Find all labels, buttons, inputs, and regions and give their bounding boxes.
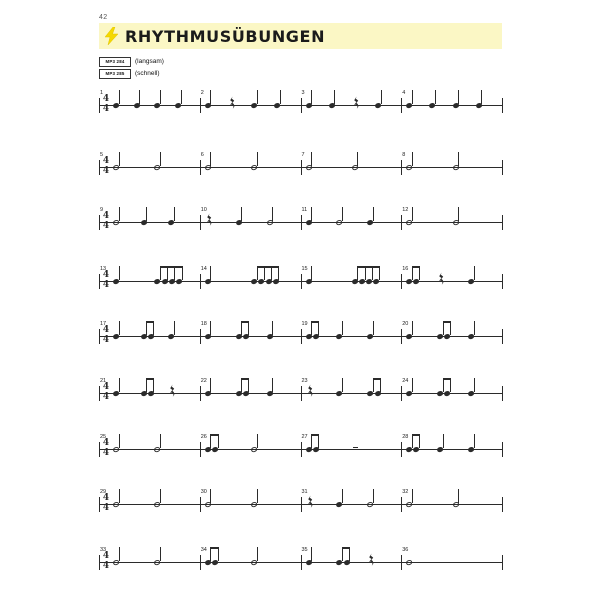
note-stem [311, 90, 312, 104]
note-stem [241, 207, 242, 221]
time-signature: 4 4 [102, 211, 110, 231]
staff-system [99, 434, 502, 460]
beam [241, 321, 249, 323]
note-stem [443, 434, 444, 448]
page-title: RHYTHMUSÜBUNGEN [125, 27, 326, 46]
note-stem [272, 321, 273, 335]
barline [200, 386, 201, 401]
measure-number: 1 [100, 90, 104, 96]
note-stem [119, 266, 120, 280]
measure-number: 11 [301, 207, 308, 213]
note-stem [278, 266, 279, 280]
note-stem [241, 321, 242, 335]
beam [210, 547, 218, 549]
measure-number: 8 [402, 152, 406, 158]
note-stem [119, 207, 120, 221]
barline [301, 497, 302, 512]
measure-number: 30 [200, 489, 207, 495]
note-stem [160, 434, 161, 448]
note-stem [458, 90, 459, 104]
note-stem [474, 378, 475, 392]
barline [502, 497, 503, 512]
time-signature: 4 4 [102, 493, 110, 513]
time-signature: 4 4 [102, 94, 110, 114]
measure-number: 36 [402, 547, 409, 553]
page-number: 42 [99, 14, 108, 21]
barline [200, 555, 201, 570]
time-signature: 4 4 [102, 382, 110, 402]
note-stem [450, 321, 451, 335]
barline [301, 160, 302, 175]
beam [311, 321, 319, 323]
note-stem [357, 266, 358, 280]
note-stem [280, 90, 281, 104]
barline [401, 555, 402, 570]
staff-system [99, 547, 502, 573]
barline [99, 555, 100, 570]
note-stem [153, 378, 154, 392]
measure-number: 4 [402, 90, 406, 96]
note-stem [365, 266, 366, 280]
measure-number: 31 [301, 489, 308, 495]
measure-number: 10 [200, 207, 207, 213]
note-stem [373, 321, 374, 335]
notehead [406, 559, 414, 566]
note-stem [271, 266, 272, 280]
note-stem [257, 266, 258, 280]
note-stem [264, 266, 265, 280]
barline [502, 160, 503, 175]
note-stem [119, 434, 120, 448]
note-stem [342, 547, 343, 561]
note-stem [272, 207, 273, 221]
measure-number: 23 [301, 378, 308, 384]
barline [502, 329, 503, 344]
measure-number: 35 [301, 547, 308, 553]
note-stem [218, 547, 219, 561]
quarter-rest [169, 384, 175, 400]
note-stem [419, 266, 420, 280]
measure-number: 3 [301, 90, 305, 96]
note-stem [334, 90, 335, 104]
barline [301, 329, 302, 344]
note-stem [373, 489, 374, 503]
barline [401, 329, 402, 344]
note-stem [458, 207, 459, 221]
barline [200, 329, 201, 344]
beam [373, 378, 381, 380]
beam [357, 266, 380, 268]
note-stem [474, 321, 475, 335]
note-stem [373, 207, 374, 221]
barline [301, 98, 302, 113]
note-stem [257, 489, 258, 503]
note-stem [146, 321, 147, 335]
note-stem [450, 378, 451, 392]
beam [160, 266, 183, 268]
barline [502, 215, 503, 230]
beam [342, 547, 350, 549]
measure-number: 33 [100, 547, 107, 553]
note-stem [412, 321, 413, 335]
quarter-rest [206, 213, 212, 229]
beam [412, 434, 420, 436]
barline [502, 386, 503, 401]
note-stem [342, 378, 343, 392]
beam [146, 321, 154, 323]
section-title-banner [99, 23, 502, 49]
note-stem [481, 90, 482, 104]
beam [241, 378, 249, 380]
barline [401, 497, 402, 512]
staff-system [99, 321, 502, 347]
audio-track-list [99, 56, 164, 80]
measure-number: 16 [402, 266, 409, 272]
measure-number: 17 [100, 321, 107, 327]
measure-number: 2 [200, 90, 204, 96]
barline [401, 215, 402, 230]
note-stem [174, 266, 175, 280]
note-stem [160, 489, 161, 503]
beam [311, 434, 319, 436]
barline [502, 442, 503, 457]
note-stem [372, 266, 373, 280]
staff-system [99, 489, 502, 515]
note-stem [160, 266, 161, 280]
measure-number: 15 [301, 266, 308, 272]
staff-system [99, 90, 502, 116]
barline [401, 442, 402, 457]
barline [301, 442, 302, 457]
note-stem [248, 378, 249, 392]
note-stem [311, 152, 312, 166]
measure-number: 26 [200, 434, 207, 440]
time-signature: 4 4 [102, 270, 110, 290]
barline [99, 98, 100, 113]
measure-number: 6 [200, 152, 204, 158]
staff-system [99, 378, 502, 404]
barline [99, 160, 100, 175]
note-stem [182, 266, 183, 280]
note-stem [349, 547, 350, 561]
note-stem [412, 378, 413, 392]
note-stem [241, 378, 242, 392]
measure-number: 13 [100, 266, 107, 272]
barline [99, 215, 100, 230]
note-stem [181, 90, 182, 104]
note-stem [412, 434, 413, 448]
staff-system [99, 207, 502, 233]
measure-number: 14 [200, 266, 207, 272]
mp3-tag: MP3 285 [99, 69, 131, 79]
measure-number: 20 [402, 321, 409, 327]
note-stem [153, 321, 154, 335]
beam [146, 378, 154, 380]
list-item [99, 56, 164, 67]
note-stem [146, 207, 147, 221]
quarter-rest [368, 553, 374, 569]
note-stem [210, 489, 211, 503]
quarter-rest [353, 96, 359, 112]
note-stem [210, 152, 211, 166]
note-stem [318, 434, 319, 448]
note-stem [119, 152, 120, 166]
beam [412, 266, 420, 268]
quarter-rest [307, 495, 313, 511]
note-stem [248, 321, 249, 335]
measure-number: 22 [200, 378, 207, 384]
quarter-rest [307, 384, 313, 400]
note-stem [435, 90, 436, 104]
note-stem [311, 321, 312, 335]
note-stem [342, 321, 343, 335]
barline [401, 386, 402, 401]
beam [443, 321, 451, 323]
barline [200, 215, 201, 230]
quarter-rest [438, 272, 444, 288]
note-stem [257, 152, 258, 166]
time-signature: 4 4 [102, 438, 110, 458]
measure-number: 12 [402, 207, 409, 213]
note-stem [474, 266, 475, 280]
note-stem [210, 266, 211, 280]
note-stem [311, 547, 312, 561]
measure-number: 9 [100, 207, 104, 213]
barline [301, 555, 302, 570]
note-stem [412, 152, 413, 166]
measure-number: 29 [100, 489, 107, 495]
note-stem [311, 434, 312, 448]
measure-number: 7 [301, 152, 305, 158]
barline [401, 160, 402, 175]
time-signature: 4 4 [102, 325, 110, 345]
note-stem [167, 266, 168, 280]
note-stem [174, 207, 175, 221]
barline [200, 160, 201, 175]
note-stem [474, 434, 475, 448]
barline [99, 329, 100, 344]
note-stem [412, 489, 413, 503]
note-stem [342, 207, 343, 221]
note-stem [210, 378, 211, 392]
note-stem [119, 489, 120, 503]
barline [99, 386, 100, 401]
quarter-rest [229, 96, 235, 112]
barline [99, 497, 100, 512]
measure-number: 25 [100, 434, 107, 440]
note-stem [419, 434, 420, 448]
note-stem [160, 152, 161, 166]
measure-number: 34 [200, 547, 207, 553]
barline [99, 442, 100, 457]
note-stem [342, 489, 343, 503]
note-stem [272, 378, 273, 392]
measure-number: 19 [301, 321, 308, 327]
note-stem [257, 90, 258, 104]
note-stem [119, 547, 120, 561]
note-stem [160, 90, 161, 104]
note-stem [379, 266, 380, 280]
staff-system [99, 266, 502, 292]
barline [200, 98, 201, 113]
barline [502, 555, 503, 570]
measure-number: 24 [402, 378, 409, 384]
note-stem [443, 378, 444, 392]
note-stem [160, 547, 161, 561]
note-stem [218, 434, 219, 448]
note-stem [458, 489, 459, 503]
measure-number: 18 [200, 321, 207, 327]
measure-number: 21 [100, 378, 107, 384]
beam [210, 434, 218, 436]
beam [443, 378, 451, 380]
measure-number: 5 [100, 152, 104, 158]
mp3-label: (langsam) [135, 58, 164, 65]
note-stem [119, 378, 120, 392]
time-signature: 4 4 [102, 551, 110, 571]
barline [200, 497, 201, 512]
mp3-label: (schnell) [135, 70, 160, 77]
note-stem [119, 90, 120, 104]
barline [200, 274, 201, 289]
note-stem [458, 152, 459, 166]
barline [502, 274, 503, 289]
note-stem [210, 434, 211, 448]
note-stem [412, 90, 413, 104]
barline [301, 274, 302, 289]
barline [502, 98, 503, 113]
mp3-tag: MP3 284 [99, 57, 131, 67]
note-stem [318, 321, 319, 335]
barline [301, 386, 302, 401]
note-stem [373, 378, 374, 392]
note-stem [380, 378, 381, 392]
measure-number: 28 [402, 434, 409, 440]
note-stem [119, 321, 120, 335]
lightning-bolt-icon [105, 27, 119, 45]
note-stem [139, 90, 140, 104]
note-stem [174, 321, 175, 335]
beam [257, 266, 280, 268]
note-stem [311, 207, 312, 221]
time-signature: 4 4 [102, 156, 110, 176]
barline [401, 98, 402, 113]
note-stem [381, 90, 382, 104]
barline [200, 442, 201, 457]
note-stem [257, 434, 258, 448]
note-stem [311, 266, 312, 280]
note-stem [210, 90, 211, 104]
barline [99, 274, 100, 289]
barline [301, 215, 302, 230]
staff-system [99, 152, 502, 178]
barline [401, 274, 402, 289]
measure-number: 27 [301, 434, 308, 440]
note-stem [146, 378, 147, 392]
note-stem [210, 321, 211, 335]
note-stem [412, 266, 413, 280]
list-item [99, 68, 164, 79]
note-stem [412, 207, 413, 221]
measure-number: 32 [402, 489, 409, 495]
note-stem [257, 547, 258, 561]
note-stem [210, 547, 211, 561]
note-stem [443, 321, 444, 335]
half-rest [353, 447, 358, 449]
note-stem [357, 152, 358, 166]
